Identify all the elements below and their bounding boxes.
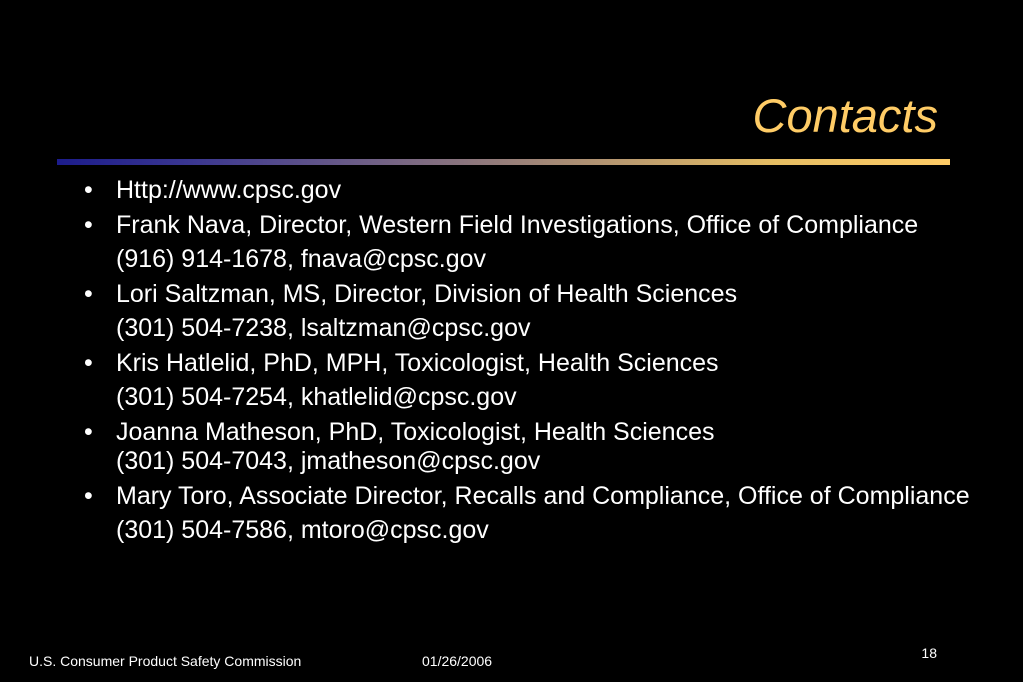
contact-name-title: Kris Hatlelid, PhD, MPH, Toxicologist, Health Sciences <box>116 349 719 377</box>
contact-name-title: Lori Saltzman, MS, Director, Division of Health Sciences <box>116 280 738 308</box>
list-item-contact <box>84 280 974 309</box>
footer-date: 01/26/2006 <box>422 653 493 669</box>
list-item-contact <box>84 482 974 511</box>
contact-phone-email: (916) 914-1678, fnava@cpsc.gov <box>116 245 487 273</box>
list-item-contact <box>84 211 974 240</box>
bullet-icon: • <box>84 482 93 510</box>
bullet-icon: • <box>84 211 93 239</box>
bullet-icon: • <box>84 349 93 377</box>
bullet-icon: • <box>84 280 93 308</box>
list-item-contact <box>84 349 974 378</box>
contact-list <box>84 176 974 551</box>
list-item-contact <box>84 418 974 476</box>
contact-phone-email: (301) 504-7043, jmatheson@cpsc.gov <box>116 447 541 475</box>
page-number: 18 <box>921 645 937 661</box>
bullet-icon: • <box>84 418 93 446</box>
contact-phone-email: (301) 504-7586, mtoro@cpsc.gov <box>116 516 489 544</box>
contact-name-title: Joanna Matheson, PhD, Toxicologist, Health Sciences <box>116 418 715 446</box>
list-item-website <box>84 176 974 205</box>
title-underline-rule <box>57 159 950 165</box>
website-link[interactable]: Http://www.cpsc.gov <box>116 176 342 204</box>
bullet-icon: • <box>84 176 93 204</box>
contact-name-title: Mary Toro, Associate Director, Recalls and Compliance, Office of Compliance <box>116 482 970 510</box>
contact-phone-email: (301) 504-7254, khatlelid@cpsc.gov <box>116 383 517 411</box>
contact-name-title: Frank Nava, Director, Western Field Investigations, Office of Compliance <box>116 211 919 239</box>
slide-title: Contacts <box>752 89 938 142</box>
contact-phone-email: (301) 504-7238, lsaltzman@cpsc.gov <box>116 314 531 342</box>
footer-organization: U.S. Consumer Product Safety Commission <box>29 653 302 669</box>
